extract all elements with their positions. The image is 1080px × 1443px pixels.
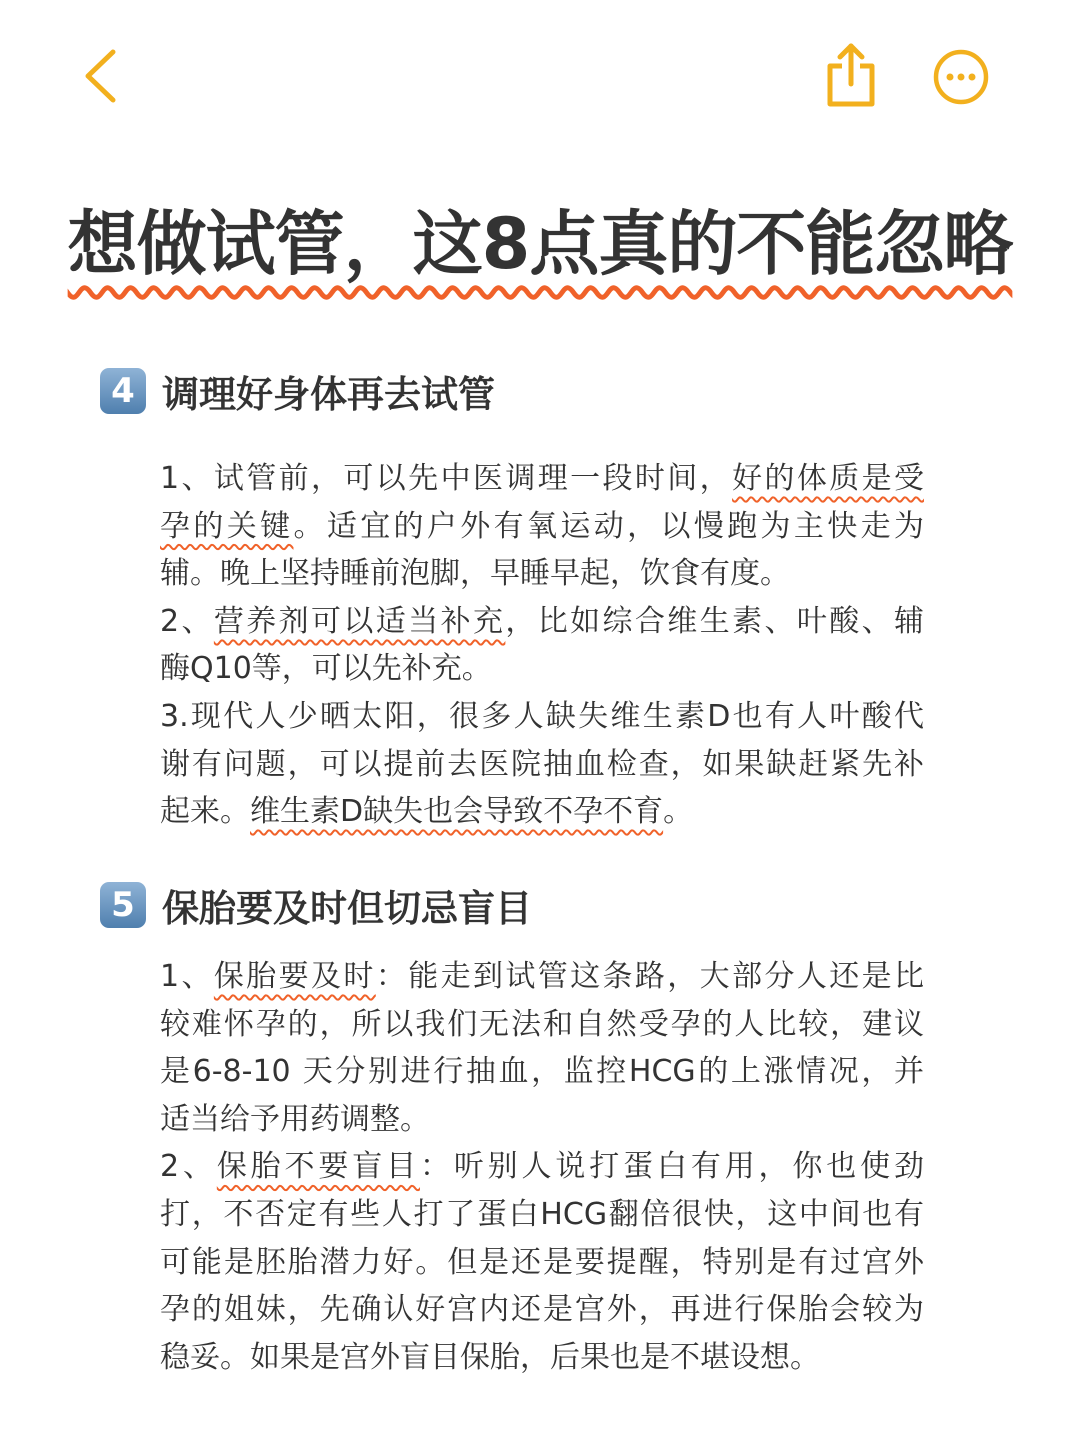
more-icon[interactable] [932,48,990,106]
text-line [160,788,924,836]
section-title: 调理好身体再去试管 [162,373,495,416]
text-segment: 打，不否定有些人打了蛋白HCG翻倍很快，这中间也有 [160,1196,924,1232]
text-line [160,741,924,789]
page-title: 想做试管，这8点真的不能忽略 [67,203,1013,285]
text-segment: 起来。 [160,794,250,830]
section-heading-5 [100,878,532,932]
highlighted-text: 维生素D缺失也会导致不孕不育 [250,794,664,830]
text-line [160,645,924,693]
top-bar [0,0,1080,150]
highlighted-text: 保胎不要盲目 [216,1149,420,1185]
text-segment: 是6-8-10 天分别进行抽血，监控HCG的上涨情况，并 [160,1054,924,1090]
text-line [160,693,924,741]
text-line [160,1334,924,1382]
text-segment: ，比如综合维生素、叶酸、辅 [505,603,925,639]
text-line [160,503,924,551]
text-line [160,1096,924,1144]
text-line [160,1191,924,1239]
section-body-5 [160,953,924,1381]
text-segment: 酶Q10等，可以先补充。 [160,651,492,687]
text-segment: 较难怀孕的，所以我们无法和自然受孕的人比较，建议 [160,1006,924,1042]
share-icon[interactable] [824,42,878,108]
chevron-left-icon[interactable] [80,48,120,104]
text-line [160,1048,924,1096]
text-segment: 可能是胚胎潜力好。但是还是要提醒，特别是有过宫外 [160,1244,924,1280]
text-segment: ：听别人说打蛋白有用，你也使劲 [419,1149,924,1185]
text-segment: 适当给予用药调整。 [160,1101,430,1137]
text-segment: 谢有问题，可以提前去医院抽血检查，如果缺赶紧先补 [160,746,924,782]
text-line [160,455,924,503]
text-line [160,1143,924,1191]
text-line [160,1001,924,1049]
text-segment: ：能走到试管这条路，大部分人还是比 [375,959,925,994]
highlighted-text: 孕的关键 [160,508,294,544]
text-line [160,1239,924,1287]
text-line [160,953,924,1001]
text-line [160,1286,924,1334]
text-segment: 孕的姐妹，先确认好宫内还是宫外，再进行保胎会较为 [160,1292,924,1328]
section-body-4 [160,455,924,836]
highlighted-text: 营养剂可以适当补充 [213,603,506,639]
number-badge-icon: 4 [100,368,146,414]
number-badge-icon: 5 [100,882,146,928]
text-line [160,550,924,598]
text-segment: 1、 [160,959,214,994]
text-segment: 1、试管前，可以先中医调理一段时间， [160,461,733,496]
text-segment: 2、 [160,603,214,639]
text-segment: 。适宜的户外有氧运动，以慢跑为主快走为 [293,508,925,544]
text-segment: 稳妥。如果是宫外盲目保胎，后果也是不堪设想。 [160,1339,820,1375]
text-segment: 辅。晚上坚持睡前泡脚，早睡早起，饮食有度。 [160,556,790,592]
text-segment: 2、 [160,1149,217,1185]
text-line [160,598,924,646]
section-heading-4 [100,364,495,418]
highlighted-text: 保胎要及时 [213,959,376,994]
section-title: 保胎要及时但切忌盲目 [162,887,532,930]
text-segment: 3.现代人少晒太阳，很多人缺失维生素D也有人叶酸代 [160,698,924,734]
text-segment: 。 [663,794,694,830]
highlighted-text: 好的体质是受 [732,461,924,496]
